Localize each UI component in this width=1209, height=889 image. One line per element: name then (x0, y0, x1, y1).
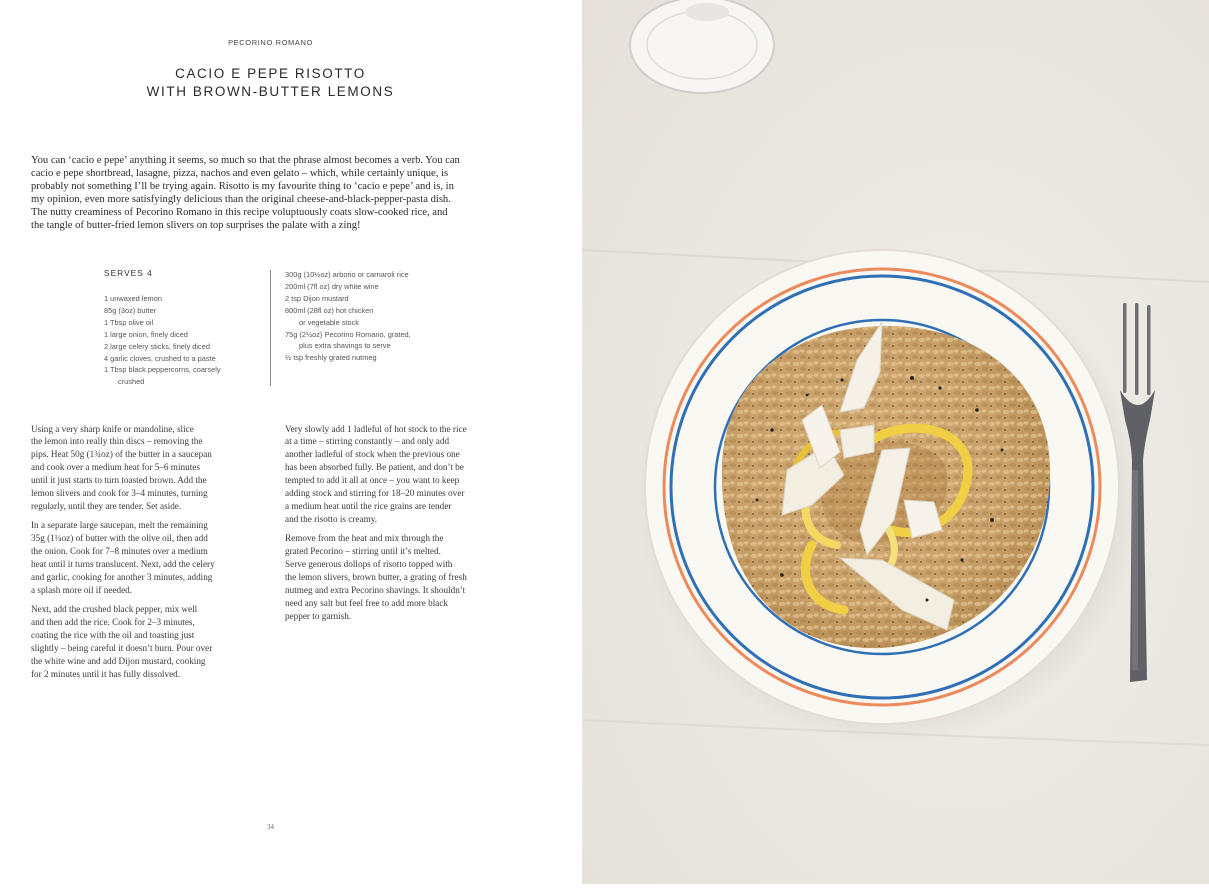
intro-line: probably not something I’ll be trying again. Risotto is my favourite thing to ‘cacio e pepe’ and is, in (31, 180, 454, 192)
wine-glass (630, 0, 774, 93)
ingredient-item: 800ml (28fl oz) hot chicken (285, 305, 374, 315)
method-line: heat until it turns translucent. Next, add the celery (31, 559, 215, 570)
method-line: and garlic, cooking for another 3 minutes, adding (31, 571, 213, 582)
ingredient-item: 75g (2½oz) Pecorino Romano, grated, (285, 329, 411, 339)
method-line: coating the rice with the oil and toasting just (31, 630, 195, 641)
method-column-right (285, 416, 517, 629)
method-line: In a separate large saucepan, melt the remaining (31, 520, 208, 531)
page-number: 34 (267, 823, 274, 831)
method-line: Remove from the heat and mix through the (285, 533, 444, 544)
recipe-title-line: CACIO E PEPE RISOTTO (175, 66, 366, 81)
method-line: tempted to add it all at once – you want to keep (285, 475, 460, 486)
method-line: the onion. Cook for 7–8 minutes over a medium (31, 546, 208, 557)
method-line: adding stock and stirring for 18–20 minutes over (285, 488, 465, 499)
ingredient-item: 2 tsp Dijon mustard (285, 293, 349, 303)
method-line: a splash more oil if needed. (31, 584, 133, 595)
ingredient-item: 2 large celery sticks, finely diced (104, 341, 210, 351)
method-line: nutmeg and extra Pecorino shavings. It shouldn’t (285, 584, 466, 595)
method-column-left (31, 416, 263, 687)
method-line: and then add the rice. Cook for 2–3 minutes, (31, 617, 195, 628)
ingredients-divider (270, 270, 271, 386)
intro-line: You can ‘cacio e pepe’ anything it seems, so much so that the phrase almost becomes a verb. You can (31, 155, 460, 166)
method-line: slightly – being careful it doesn’t burn. Pour over (31, 643, 213, 653)
method-line: lemon slivers and cook for 3–4 minutes, turning (31, 488, 208, 499)
method-line: grated Pecorino – stirring until it’s melted. (285, 546, 441, 557)
food-photograph (582, 0, 1209, 884)
ingredient-item: crushed (118, 377, 145, 387)
recipe-page (0, 0, 582, 884)
intro-line: The nutty creaminess of Pecorino Romano in this recipe voluptuously coats slow-cooked rice, and (31, 206, 448, 218)
food-photo-illustration (582, 0, 1209, 884)
recipe-title-line: WITH BROWN-BUTTER LEMONS (146, 84, 395, 99)
ingredient-item: 1 Tbsp black peppercorns, coarsely (104, 365, 221, 375)
method-line: Serve generous dollops of risotto topped with (285, 559, 453, 570)
ingredient-item: 200ml (7fl oz) dry white wine (285, 281, 379, 291)
method-line: 35g (1¼oz) of butter with the olive oil, then add (31, 533, 208, 544)
ingredient-item: 85g (3oz) butter (104, 305, 157, 315)
section-kicker: PECORINO ROMANO (228, 38, 313, 47)
ingredient-item: 4 garlic cloves, crushed to a paste (104, 353, 216, 363)
ingredient-item: plus extra shavings to serve (299, 341, 391, 351)
method-line: until it just starts to turn toasted brown. Add the (31, 475, 207, 486)
intro-line: my opinion, even more satisfyingly delicious than the original cheese-and-black-pepper-pasta dish. (31, 193, 451, 205)
method-line: regularly, until they are tender. Set aside. (31, 500, 182, 511)
ingredient-item: 1 unwaxed lemon (104, 294, 162, 303)
ingredients-list-right (285, 269, 411, 364)
method-line: the lemon slivers, brown butter, a grating of fresh (285, 571, 467, 582)
method-line: pepper to garnish. (285, 610, 352, 621)
ingredient-item: 1 Tbsp olive oil (104, 317, 154, 327)
method-line: at a time – stirring constantly – and only add (285, 436, 450, 447)
ingredient-item: or vegetable stock (299, 317, 359, 327)
recipe-title (0, 65, 541, 101)
method-line: pips. Heat 50g (1¾oz) of the butter in a saucepan (31, 449, 212, 460)
ingredient-item: ½ tsp freshly grated nutmeg (285, 353, 377, 363)
intro-paragraph (31, 155, 511, 232)
method-line: for 2 minutes until it has fully dissolved. (31, 668, 181, 679)
method-line: Very slowly add 1 ladleful of hot stock to the rice (285, 423, 467, 434)
ingredient-item: 1 large onion, finely diced (104, 329, 188, 339)
method-line: and cook over a medium heat for 5–6 minutes (31, 462, 200, 473)
serves-label: SERVES 4 (104, 268, 153, 278)
ingredient-item: 300g (10½oz) arborio or carnaroli rice (285, 270, 409, 279)
intro-line: the tangle of butter-fried lemon slivers on top surprises the palate with a zing! (31, 219, 361, 231)
method-line: Next, add the crushed black pepper, mix well (31, 604, 198, 615)
method-line: has been absorbed fully. Be patient, and don’t be (285, 462, 464, 473)
method-line: another ladleful of stock when the previous one (285, 449, 460, 460)
ingredients-list-left (104, 293, 221, 388)
method-line: the lemon into really thin discs – removing the (31, 436, 203, 447)
method-line: a medium heat until the rice grains are tender (285, 500, 452, 511)
intro-line: cacio e pepe shortbread, lasagne, pizza, nachos and even gelato – which, while certainly unique, is (31, 167, 449, 179)
method-line: Using a very sharp knife or mandoline, slice (31, 423, 194, 434)
method-line: the white wine and add Dijon mustard, cooking (31, 655, 206, 666)
method-line: and the risotto is creamy. (285, 513, 378, 524)
method-line: need any salt but feel free to add more black (285, 597, 449, 608)
